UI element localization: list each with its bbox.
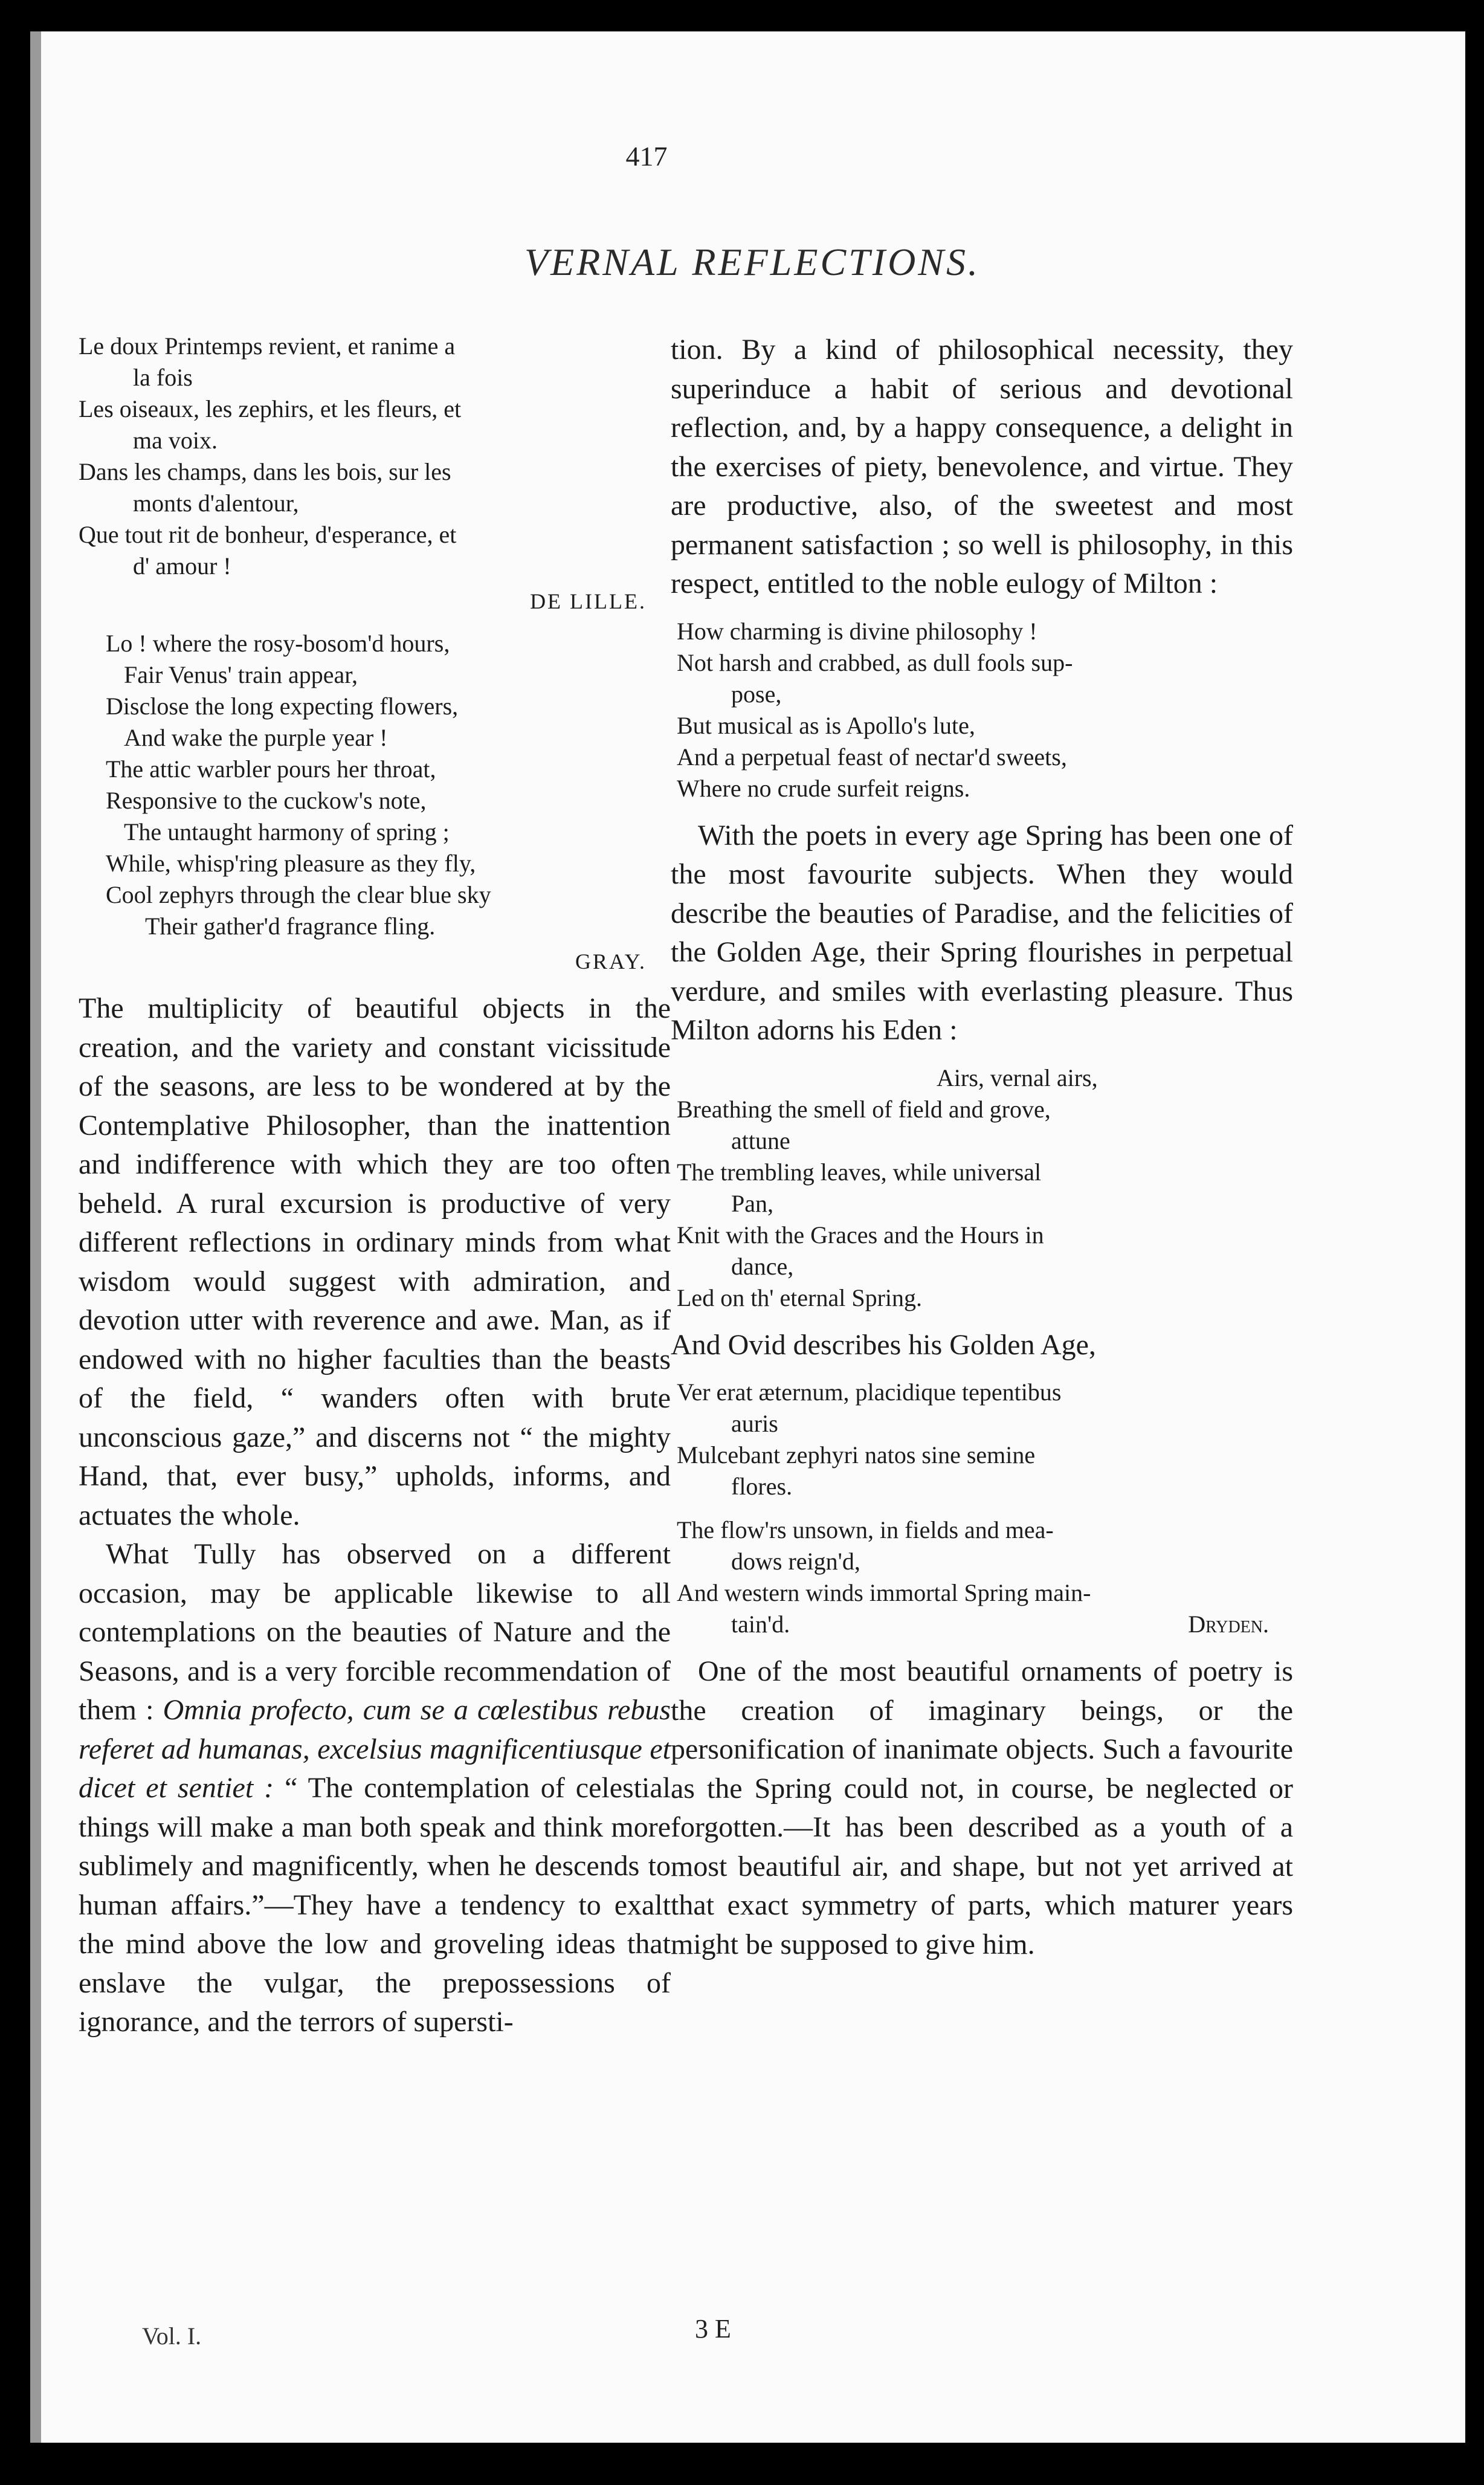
tully-translation: “ The contemplation of celestial things will make a man both speak and think more sublimely and magnificently, when he descends to human affairs.”—They have a tendency to exalt the mind above the low and groveling ideas that enslave the vulgar, the prepossessions of ignorance, and the terrors of supersti- [79,1772,671,2038]
verse-line: Cool zephyrs through the clear blue sky [106,881,491,908]
verse-line: Le doux Printemps revient, et ranime a [79,332,456,360]
verse-line: Fair Venus' train appear, [124,661,358,688]
page-number: 417 [625,141,668,172]
book-page [30,31,1465,2443]
paragraph-final-wrap [671,1652,1293,1964]
verse-line: And western winds immortal Spring main- [677,1579,1091,1606]
verse-line: Dans les champs, dans les bois, sur les [79,458,451,485]
french-poem [79,331,671,582]
verse-line: Airs, vernal airs, [937,1064,1098,1091]
verse-line: dows reign'd, [731,1548,860,1575]
english-attribution: GRAY. [575,949,647,974]
verse-line: The flow'rs unsown, in fields and mea- [677,1516,1054,1543]
verse-line: Breathing the smell of field and grove, [677,1095,1051,1123]
verse-line: flores. [731,1473,793,1500]
verse-line: Mulcebant zephyri natos sine semine [677,1441,1036,1469]
verse-line: Les oiseaux, les zephirs, et les fleurs, et [79,395,462,422]
paragraph-poets: With the poets in every age Spring has been one of the most favourite subjects. When they would describe the beauties of Paradise, and the felicities of the Golden Age, their Spring flourishes in perpetual verdure, and smiles with everlasting pleasure. Thus Milton adorns his Eden : [671,819,1293,1046]
verse-line: pose, [731,680,782,708]
verse-line: Responsive to the cuckow's note, [106,787,427,814]
paragraph-poets-wrap [671,816,1293,1050]
verse-line: Where no crude surfeit reigns. [677,774,970,802]
left-column [79,331,671,2042]
footer-volume: Vol. I. [142,2322,202,2350]
right-column [671,331,1293,1964]
verse-line: Pan, [731,1189,773,1217]
milton-quote [671,616,1293,804]
verse-line: Que tout rit de bonheur, d'esperance, et [79,521,457,548]
verse-line: How charming is divine philosophy ! [677,617,1037,645]
verse-line: And wake the purple year ! [124,724,388,751]
verse-line: The attic warbler pours her throat, [106,755,436,783]
verse-line: dance, [731,1252,794,1280]
left-body [79,989,671,2042]
footer-signature-mark: 3 E [695,2314,731,2344]
french-attribution: DE LILLE. [530,589,647,613]
verse-line: Disclose the long expecting flowers, [106,693,459,720]
verse-line: Not harsh and crabbed, as dull fools sup- [677,648,1073,676]
tully-text: What Tully has observed on a different occasion, may be applicable likewise to all contemplations on the beauties of Nature and the Seasons, and is a very forcible recommendation of them : [79,1538,671,1726]
tully-latin: Omnia profecto, cum se a cœlestibus rebus referet ad humanas, excelsius magnificentiusque et dicet et sentiet : [79,1694,671,1804]
verse-line: And a perpetual feast of nectar'd sweets, [677,743,1067,771]
verse-line: la fois [133,364,193,391]
verse-line: Their gather'd fragrance fling. [145,913,436,940]
ovid-intro-wrap [671,1326,1293,1365]
verse-line: The trembling leaves, while universal [677,1158,1042,1186]
dryden-attribution: Dryden. [1188,1611,1269,1638]
verse-line: The untaught harmony of spring ; [124,818,450,845]
verse-line: attune [731,1126,790,1154]
english-poem [79,628,671,942]
paragraph-tully [79,1535,671,2042]
verse-line: ma voix. [133,427,218,454]
paragraph-tion: tion. By a kind of philosophical necessity, they superinduce a habit of serious and devotional reflection, and, by a happy consequence, a delight in the exercises of piety, benevolence, and virtue. They are productive, also, of the sweetest and most permanent satisfaction ; so well is philosophy, in this respect, entitled to the noble eulogy of Milton : [671,334,1293,599]
dryden-quote [671,1514,1293,1609]
verse-line: d' amour ! [133,552,231,580]
verse-line: Knit with the Graces and the Hours in [677,1221,1044,1249]
verse-line: monts d'alentour, [133,490,299,517]
dryden-last-line [671,1609,1293,1640]
verse-line: Ver erat æternum, placidique tepentibus [677,1378,1062,1406]
milton-eden-quote [671,1062,1293,1314]
verse-line: Lo ! where the rosy-bosom'd hours, [106,630,450,657]
paragraph-personification: One of the most beautiful ornaments of poetry is the creation of imaginary beings, or the personification of inanimate objects. Such a favourite as the Spring could not, in course, be neglected or forgotten.—It has been described as a youth of a most beautiful air, and shape, but not yet arrived at that exact symmetry of parts, which maturer years might be supposed to give him. [671,1655,1293,1960]
dryden-line-end: tain'd. [731,1611,790,1638]
paragraph-continued [671,331,1293,604]
verse-line: While, whisp'ring pleasure as they fly, [106,850,476,877]
verse-line: auris [731,1410,778,1437]
ovid-intro: And Ovid describes his Golden Age, [671,1328,1096,1361]
paragraph-multiplicity: The multiplicity of beautiful objects in the creation, and the variety and constant vicissitude of the seasons, are less to be wondered at by the Contemplative Philosopher, than the inattention and indifference with which they are too often beheld. A rural excursion is productive of very different reflections in ordinary minds from what wisdom would suggest with admiration, and devotion utter with reverence and awe. Man, as if endowed with no higher faculties than the beasts of the field, “ wanders often with brute unconscious gaze,” and discerns not “ the mighty Hand, that, ever busy,” upholds, informs, and actuates the whole. [79,992,671,1531]
page-title: VERNAL REFLECTIONS. [524,241,980,283]
ovid-latin-quote [671,1377,1293,1502]
verse-line: But musical as is Apollo's lute, [677,711,975,739]
verse-line: Led on th' eternal Spring. [677,1284,922,1311]
